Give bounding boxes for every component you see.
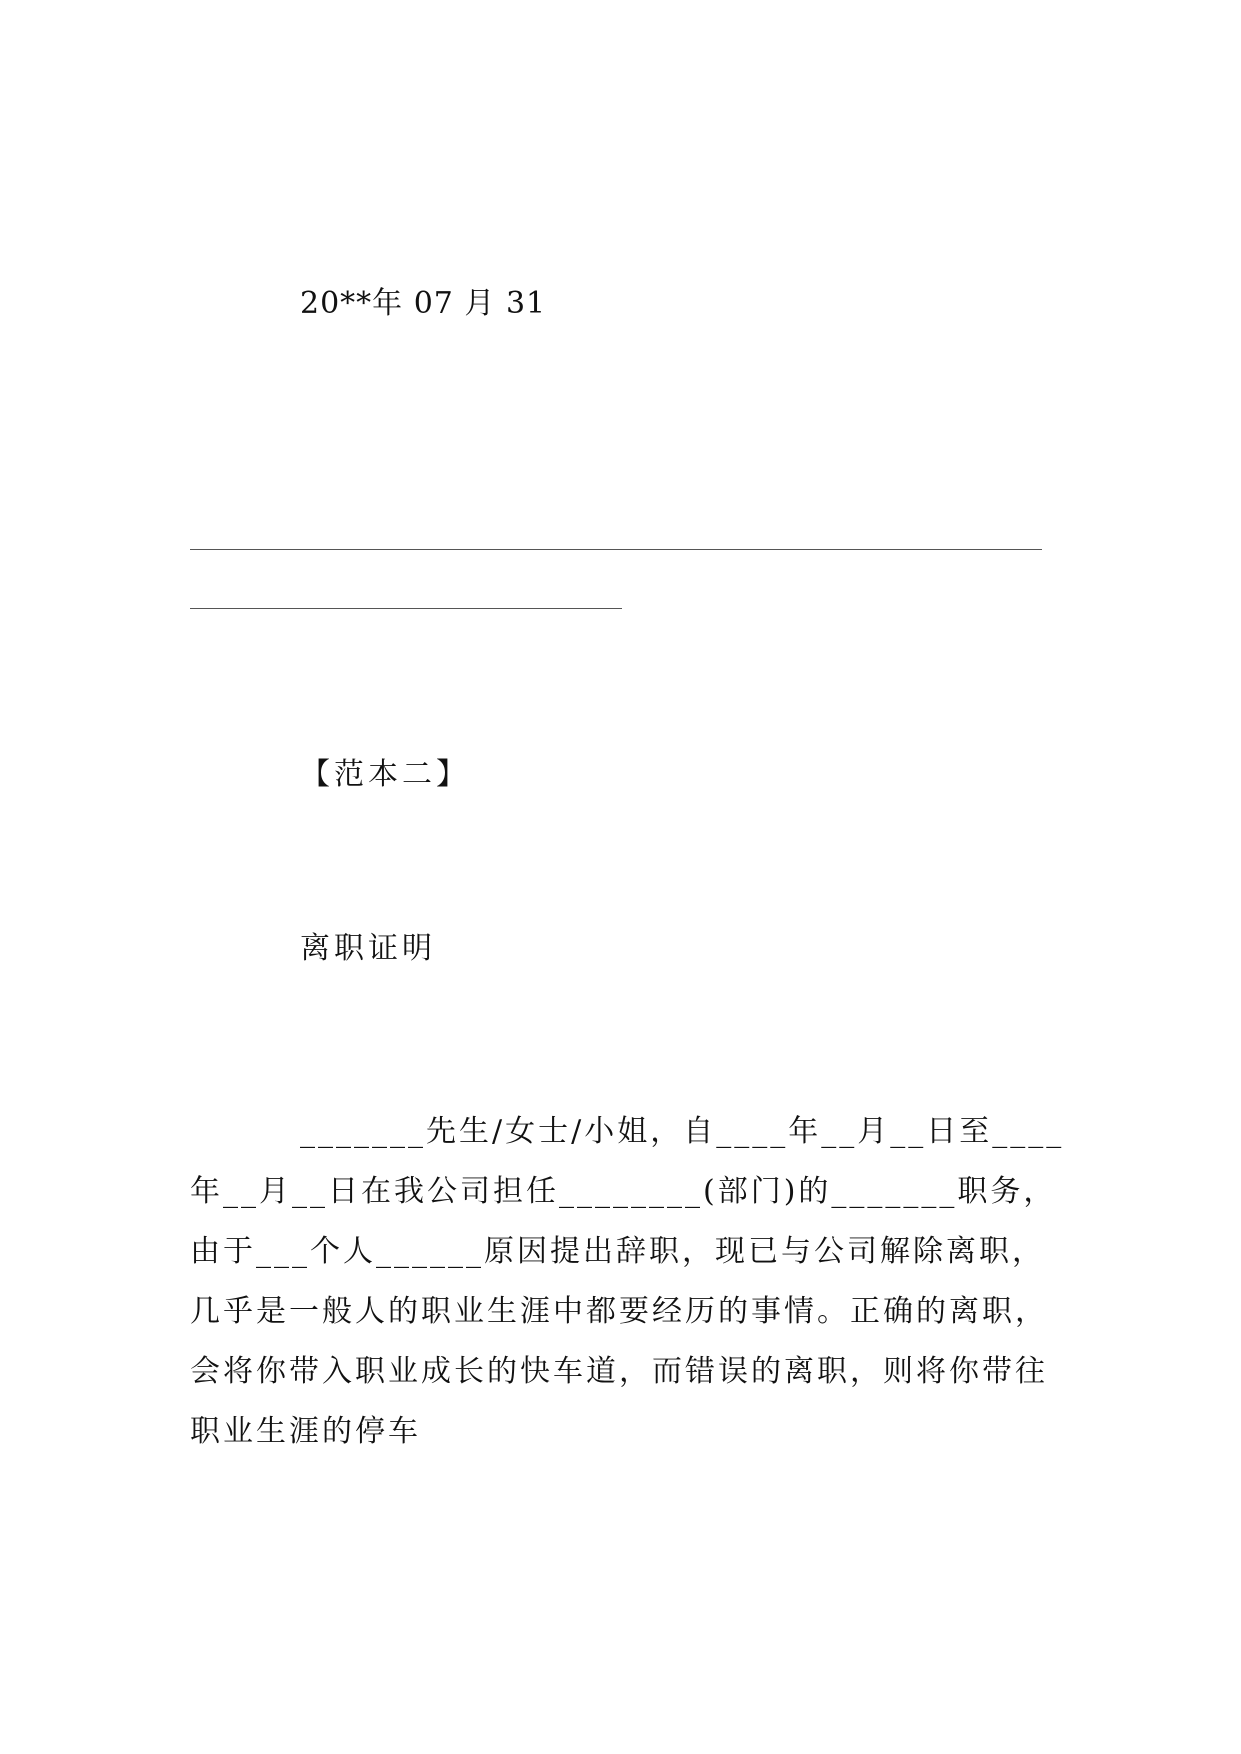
body-line: 年__月__日在我公司担任________(部门)的_______职务， — [190, 1174, 1057, 1209]
sample-heading: 【范本二】 — [300, 757, 470, 792]
body-line: _______先生/女士/小姐，自____年__月__日至____ — [300, 1114, 1065, 1149]
body-line: 职业生涯的停车 — [190, 1414, 421, 1449]
document-date: 20**年 07 月 31 — [300, 286, 547, 321]
body-paragraph — [190, 1102, 1065, 1462]
body-line: 由于___个人______原因提出辞职，现已与公司解除离职， — [190, 1234, 1045, 1269]
divider-line-short — [190, 608, 622, 609]
document-title: 离职证明 — [300, 931, 436, 966]
body-line: 几乎是一般人的职业生涯中都要经历的事情。正确的离职， — [190, 1294, 1048, 1329]
body-line: 会将你带入职业成长的快车道，而错误的离职，则将你带往 — [190, 1354, 1048, 1389]
divider-line-long — [190, 549, 1042, 550]
